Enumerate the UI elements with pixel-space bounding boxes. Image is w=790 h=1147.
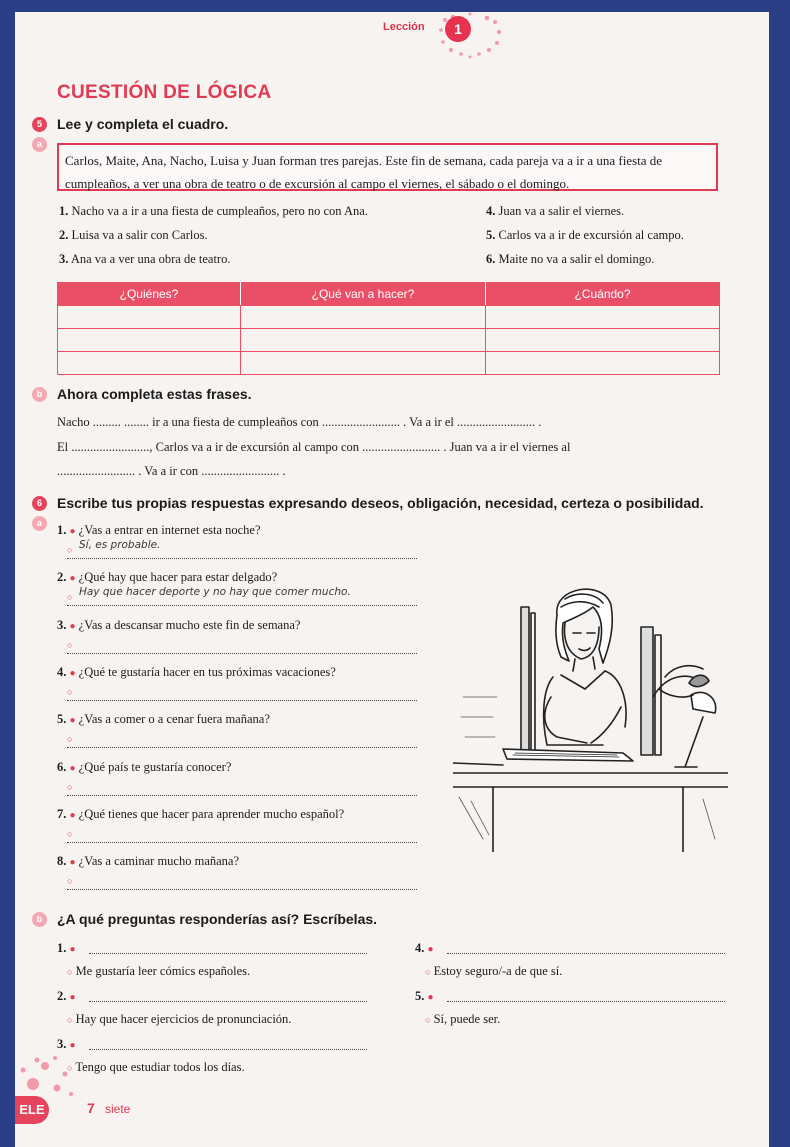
exercise-heading: Ahora completa estas frases. (57, 386, 252, 402)
part-b-badge: b (32, 912, 47, 927)
lesson-label: Lección (383, 21, 425, 33)
answer-line[interactable]: ○ (67, 874, 417, 890)
question-item: 7. ● ¿Qué tienes que hacer para aprender mucho español? (57, 806, 345, 821)
table-cell[interactable] (58, 329, 241, 352)
answer-line[interactable]: ○ (67, 827, 417, 843)
question-write-line[interactable]: 1. ● (57, 941, 367, 957)
question-write-line[interactable]: 2. ● (57, 989, 367, 1005)
answer-line[interactable]: ○ (67, 685, 417, 701)
question-item: 6. ● ¿Qué país te gustaría conocer? (57, 759, 232, 774)
column-header-what: ¿Qué van a hacer? (241, 283, 486, 306)
table-cell[interactable] (486, 306, 720, 329)
table-cell[interactable] (241, 352, 486, 375)
clue-item: 2. Luisa va a salir con Carlos. (59, 228, 208, 242)
page-number-word: siete (105, 1102, 131, 1116)
clue-item: 5. Carlos va a ir de excursión al campo. (486, 228, 684, 242)
given-answer: ○ Sí, puede ser. (425, 1012, 501, 1026)
answer-line[interactable]: ○ (67, 780, 417, 796)
clue-item: 6. Maite no va a salir el domingo. (486, 252, 655, 266)
problem-statement-line: Carlos, Maite, Ana, Nacho, Luisa y Juan forman tres parejas. Este fin de semana, cada pareja va a ir a una fiesta de (65, 153, 663, 168)
question-write-line[interactable]: 4. ● (415, 941, 725, 957)
part-a-badge: a (32, 137, 47, 152)
table-row (58, 306, 720, 329)
table-cell[interactable] (486, 329, 720, 352)
ele-brand-tab: ELE (15, 1096, 49, 1124)
answer-grid-table (57, 282, 720, 375)
page-title: CUESTIÓN DE LÓGICA (57, 82, 272, 103)
problem-statement-box (57, 143, 718, 191)
clue-item: 3. Ana va a ver una obra de teatro. (59, 252, 231, 266)
given-answer: ○ Hay que hacer ejercicios de pronunciación. (67, 1012, 292, 1026)
question-write-line[interactable]: 5. ● (415, 989, 725, 1005)
table-cell[interactable] (241, 306, 486, 329)
given-answer: ○ Me gustaría leer cómics españoles. (67, 964, 251, 978)
question-item: 4. ● ¿Qué te gustaría hacer en tus próximas vacaciones? (57, 664, 336, 679)
clue-item: 4. Juan va a salir el viernes. (486, 204, 625, 218)
table-row (58, 329, 720, 352)
exercise-number-badge: 5 (32, 117, 47, 132)
table-row (58, 352, 720, 375)
answer-line[interactable]: ○ Sí, es probable. (67, 543, 417, 559)
table-cell[interactable] (58, 306, 241, 329)
question-write-line[interactable]: 3. ● (57, 1037, 367, 1053)
woman-at-computer-illustration (453, 577, 728, 852)
problem-statement-line: cumpleaños, a ver una obra de teatro o de excursión al campo el viernes, el sábado o el domingo. (65, 176, 570, 191)
lesson-number: 1 (445, 16, 471, 42)
answer-line[interactable]: ○ (67, 638, 417, 654)
question-item: 2. ● ¿Qué hay que hacer para estar delgado? (57, 570, 278, 585)
fill-in-sentence[interactable]: Nacho ......... ........ ir a una fiesta de cumpleaños con ......................... . Va a ir el ......................... . (57, 415, 542, 429)
question-item: 3. ● ¿Vas a descansar mucho este fin de semana? (57, 617, 301, 632)
answer-line[interactable]: ○ (67, 732, 417, 748)
table-cell[interactable] (241, 329, 486, 352)
part-a-badge: a (32, 516, 47, 531)
halftone-dots-decoration (435, 12, 505, 60)
question-item: 5. ● ¿Vas a comer o a cenar fuera mañana? (57, 712, 270, 727)
exercise-heading: Lee y completa el cuadro. (57, 116, 229, 132)
exercise-number-badge: 6 (32, 496, 47, 511)
part-b-badge: b (32, 387, 47, 402)
given-answer: ○ Tengo que estudiar todos los días. (67, 1060, 245, 1074)
table-cell[interactable] (58, 352, 241, 375)
answer-line[interactable]: ○ Hay que hacer deporte y no hay que comer mucho. (67, 590, 417, 606)
column-header-who: ¿Quiénes? (58, 283, 241, 306)
exercise-heading: ¿A qué preguntas responderías así? Escríbelas. (57, 911, 378, 927)
exercise-heading: Escribe tus propias respuestas expresando deseos, obligación, necesidad, certeza o posibilidad. (57, 495, 704, 511)
question-item: 8. ● ¿Vas a caminar mucho mañana? (57, 854, 240, 869)
fill-in-sentence[interactable]: El ........................., Carlos va a ir de excursión al campo con ......................... . Juan va a ir el viernes al (57, 440, 571, 454)
table-cell[interactable] (486, 352, 720, 375)
clue-item: 1. Nacho va a ir a una fiesta de cumpleaños, pero no con Ana. (59, 204, 368, 218)
question-item: 1. ● ¿Vas a entrar en internet esta noche? (57, 523, 261, 537)
page-number: 7 (87, 1100, 95, 1116)
workbook-page (15, 12, 769, 1147)
column-header-when: ¿Cuándo? (486, 283, 720, 306)
fill-in-sentence[interactable]: ......................... . Va a ir con ......................... . (57, 464, 286, 478)
given-answer: ○ Estoy seguro/-a de que sí. (425, 964, 563, 978)
